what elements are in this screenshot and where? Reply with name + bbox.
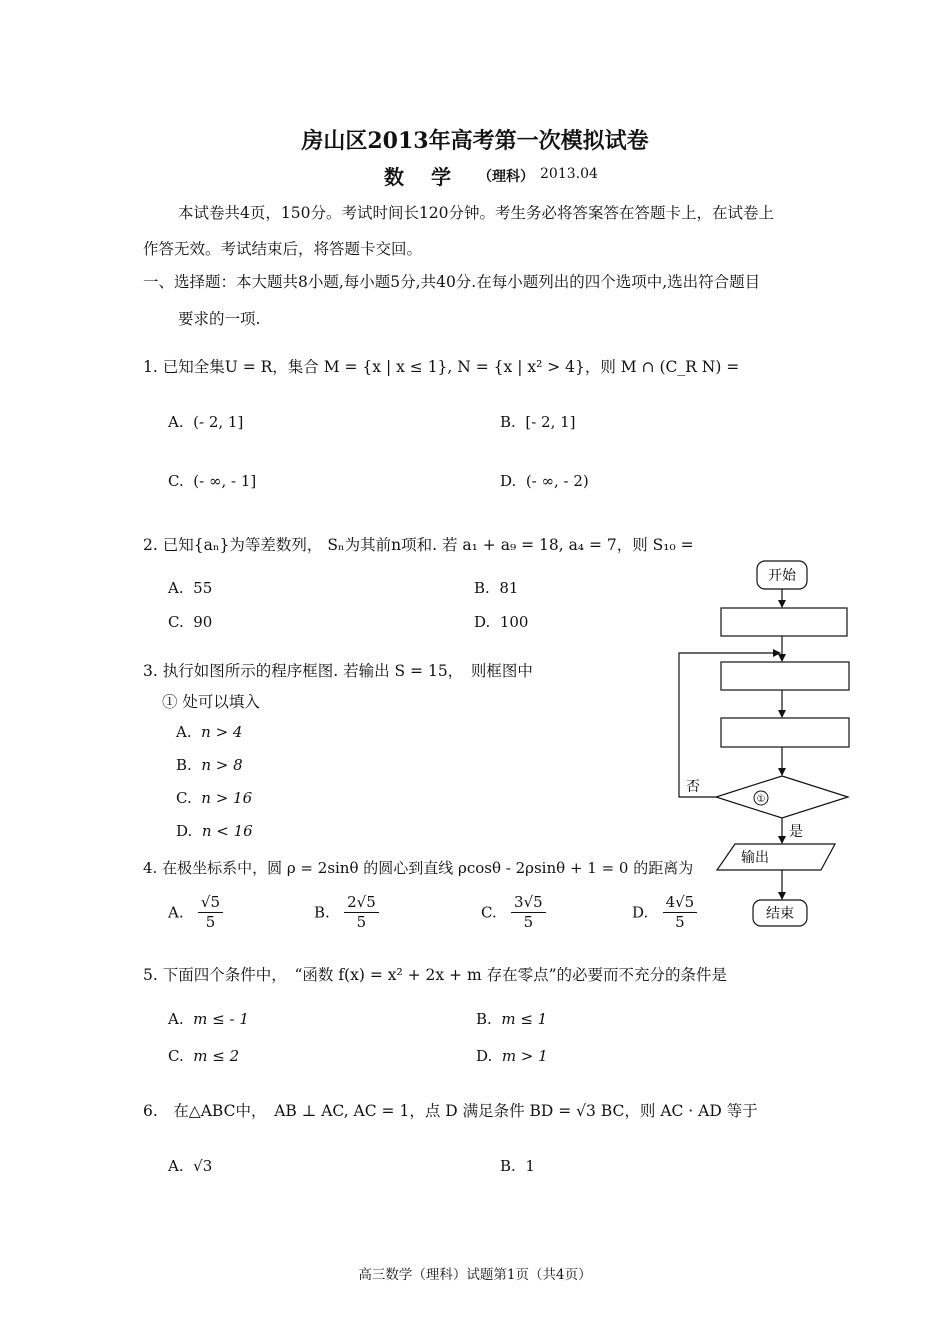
q3-option-c: C. n > 16	[176, 789, 253, 807]
exam-date: 2013.04	[540, 166, 598, 182]
q5-option-d: D. m > 1	[476, 1047, 548, 1065]
track-label: （理科）	[478, 169, 534, 185]
question-6-stem: 6. 在△ABC中， AB ⊥ AC, AC = 1，点 D 满足条件 BD = √3 BC，则 AC · AD 等于	[143, 1102, 758, 1120]
q3-option-d: D. n < 16	[176, 822, 253, 840]
question-4-stem: 4. 在极坐标系中，圆 ρ = 2sinθ 的圆心到直线 ρcosθ - 2ρsinθ + 1 = 0 的距离为	[143, 859, 694, 877]
page-footer: 高三数学（理科）试题第1页（共4页）	[358, 1267, 592, 1283]
q5-option-b: B. m ≤ 1	[476, 1010, 548, 1028]
q2-option-d: D. 100	[474, 613, 529, 631]
flow-end-label: 结束	[766, 906, 794, 922]
question-5-stem: 5. 下面四个条件中， “函数 f(x) = x² + 2x + m 存在零点”的必要而不充分的条件是	[143, 966, 728, 984]
flow-yes-label: 是	[789, 824, 803, 840]
q4-option-c: C. $\frac{3√5}{5}$	[481, 893, 546, 932]
flow-no-label: 否	[686, 779, 700, 795]
q2-option-a: A. 55	[168, 579, 213, 597]
intro-line-1: 本试卷共4页，150分。考试时间长120分钟。考生务必将答案答在答题卡上，在试卷上	[178, 204, 775, 222]
q1-option-b: B. [- 2, 1]	[500, 413, 576, 431]
flow-output-label: 输出	[741, 850, 769, 866]
flow-process-box-3	[721, 718, 849, 747]
flow-decision-node	[716, 776, 848, 818]
question-2-stem: 2. 已知{aₙ}为等差数列， Sₙ为其前n项和. 若 a₁ + a₉ = 18, a₄ = 7，则 S₁₀ =	[143, 536, 694, 554]
question-1-stem: 1. 已知全集U = R，集合 M = {x | x ≤ 1}, N = {x | x² > 4}，则 M ∩ (C_R N) =	[143, 358, 740, 376]
q3-option-b: B. n > 8	[176, 756, 243, 774]
q4-option-a: A. $\frac{√5}{5}$	[168, 893, 223, 932]
q5-option-c: C. m ≤ 2	[168, 1047, 240, 1065]
question-3-stem: 3. 执行如图所示的程序框图. 若输出 S = 15， 则框图中	[143, 662, 533, 680]
flow-decision-label: ①	[756, 794, 766, 805]
flow-output-node	[717, 844, 835, 870]
flow-start-label: 开始	[768, 568, 796, 584]
flow-process-box-2	[721, 662, 849, 690]
q4-option-d: D. $\frac{4√5}{5}$	[632, 893, 697, 932]
q5-option-a: A. m ≤ - 1	[168, 1010, 249, 1028]
section-heading-cont: 要求的一项.	[178, 310, 261, 328]
q2-option-c: C. 90	[168, 613, 213, 631]
q1-option-d: D. (- ∞, - 2)	[500, 472, 589, 490]
question-3-stem-cont: ① 处可以填入	[162, 693, 260, 711]
flowchart	[660, 555, 860, 940]
q6-option-b: B. 1	[500, 1157, 535, 1175]
section-heading: 一、选择题：本大题共8小题,每小题5分,共40分.在每小题列出的四个选项中,选出符合题目	[143, 273, 761, 291]
page-title: 房山区2013年高考第一次模拟试卷	[301, 128, 649, 154]
q4-option-b: B. $\frac{2√5}{5}$	[314, 893, 379, 932]
q6-option-a: A. √3	[168, 1157, 213, 1175]
q1-option-c: C. (- ∞, - 1]	[168, 472, 257, 490]
q2-option-b: B. 81	[474, 579, 519, 597]
intro-line-2: 作答无效。考试结束后，将答题卡交回。	[143, 240, 423, 258]
subject-heading: 数 学	[384, 165, 451, 189]
q1-option-a: A. (- 2, 1]	[168, 413, 244, 431]
flow-process-box-1	[721, 608, 847, 636]
q3-option-a: A. n > 4	[176, 723, 243, 741]
